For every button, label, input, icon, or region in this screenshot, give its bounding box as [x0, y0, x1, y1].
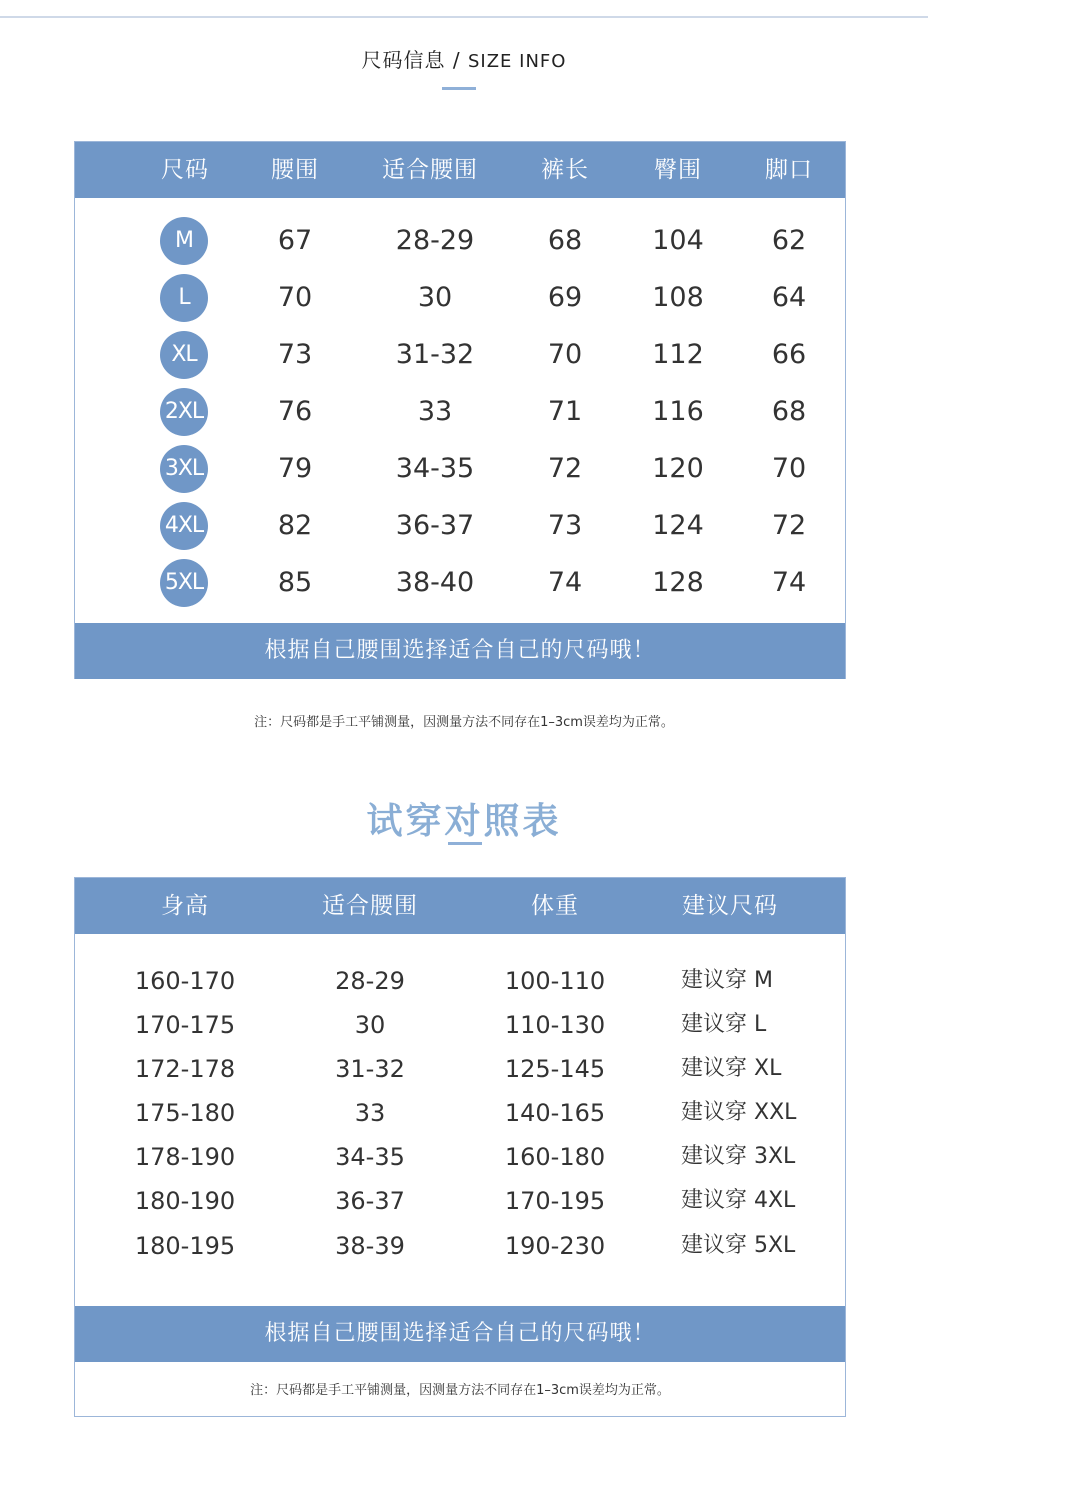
- fit-waist-cell: 34-35: [335, 1143, 405, 1171]
- height-cell: 180-195: [134, 1232, 236, 1260]
- header-hem: 脚口: [765, 157, 813, 183]
- hip-cell: 116: [652, 396, 704, 427]
- waist-cell: 82: [277, 510, 313, 541]
- size-info-title-sep: /: [445, 48, 468, 72]
- advice-cell: 建议穿 M: [681, 968, 773, 993]
- fit-waist-cell: 36-37: [335, 1187, 405, 1215]
- fit-waist-cell: 30: [417, 282, 453, 313]
- fit-waist-cell: 31-32: [395, 339, 475, 370]
- top-divider: [0, 16, 928, 18]
- size-badge: 4XL: [160, 502, 208, 550]
- fit-waist-cell: 38-40: [395, 567, 475, 598]
- header-hip: 臀围: [654, 157, 702, 183]
- hip-cell: 112: [652, 339, 704, 370]
- weight-cell: 125-145: [504, 1055, 606, 1083]
- advice-cell: 建议穿 5XL: [681, 1233, 796, 1258]
- advice-cell: 建议穿 XXL: [681, 1100, 797, 1125]
- waist-cell: 73: [277, 339, 313, 370]
- table-row: [75, 269, 845, 326]
- header-fit-waist: 适合腰围: [382, 157, 478, 183]
- table-row: [75, 497, 845, 554]
- hem-cell: 62: [771, 225, 807, 256]
- weight-cell: 100-110: [504, 967, 606, 995]
- waist-cell: 70: [277, 282, 313, 313]
- waist-cell: 76: [277, 396, 313, 427]
- size-badge: L: [160, 274, 208, 322]
- tryon-table-footer: 根据自己腰围选择适合自己的尺码哦！: [75, 1306, 845, 1362]
- height-cell: 170-175: [134, 1011, 236, 1039]
- hem-cell: 64: [771, 282, 807, 313]
- header-advice: 建议尺码: [682, 893, 778, 919]
- waist-cell: 79: [277, 453, 313, 484]
- fit-waist-cell: 36-37: [395, 510, 475, 541]
- hem-cell: 68: [771, 396, 807, 427]
- fit-waist-cell: 38-39: [335, 1232, 405, 1260]
- height-cell: 175-180: [134, 1099, 236, 1127]
- length-cell: 72: [547, 453, 583, 484]
- table-row: [75, 959, 845, 1003]
- advice-cell: 建议穿 4XL: [681, 1188, 796, 1213]
- table-row: [75, 1224, 845, 1268]
- size-badge: 2XL: [160, 388, 208, 436]
- length-cell: 74: [547, 567, 583, 598]
- tryon-table-header: [75, 878, 845, 934]
- height-cell: 160-170: [134, 967, 236, 995]
- tryon-title: 试穿对照表: [366, 801, 562, 842]
- hem-cell: 66: [771, 339, 807, 370]
- hip-cell: 124: [652, 510, 704, 541]
- size-badge: M: [160, 217, 208, 265]
- size-table-footer: 根据自己腰围选择适合自己的尺码哦！: [75, 623, 845, 679]
- tryon-table: [74, 877, 846, 1417]
- table-row: [75, 326, 845, 383]
- weight-cell: 140-165: [504, 1099, 606, 1127]
- hip-cell: 104: [652, 225, 704, 256]
- weight-cell: 170-195: [504, 1187, 606, 1215]
- title-underline: [442, 87, 476, 90]
- table-row: [75, 440, 845, 497]
- advice-cell: 建议穿 L: [681, 1012, 767, 1037]
- length-cell: 71: [547, 396, 583, 427]
- weight-cell: 110-130: [504, 1011, 606, 1039]
- header-length: 裤长: [541, 157, 589, 183]
- fit-waist-cell: 33: [417, 396, 453, 427]
- measurement-note: 注：尺码都是手工平铺测量，因测量方法不同存在1–3cm误差均为正常。: [254, 715, 674, 730]
- fit-waist-cell: 28-29: [335, 967, 405, 995]
- header-size: 尺码: [161, 157, 209, 183]
- fit-waist-cell: 33: [354, 1099, 386, 1127]
- measurement-note: 注：尺码都是手工平铺测量，因测量方法不同存在1–3cm误差均为正常。: [250, 1383, 670, 1398]
- header-height: 身高: [161, 893, 209, 919]
- hip-cell: 108: [652, 282, 704, 313]
- table-row: [75, 212, 845, 269]
- weight-cell: 160-180: [504, 1143, 606, 1171]
- waist-cell: 85: [277, 567, 313, 598]
- hem-cell: 70: [771, 453, 807, 484]
- advice-cell: 建议穿 3XL: [681, 1144, 796, 1169]
- length-cell: 68: [547, 225, 583, 256]
- table-row: [75, 1047, 845, 1091]
- fit-waist-cell: 34-35: [395, 453, 475, 484]
- length-cell: 73: [547, 510, 583, 541]
- length-cell: 70: [547, 339, 583, 370]
- header-fit-waist: 适合腰围: [322, 893, 418, 919]
- table-row: [75, 1003, 845, 1047]
- hem-cell: 72: [771, 510, 807, 541]
- size-table: [74, 141, 846, 679]
- hip-cell: 128: [652, 567, 704, 598]
- header-waist: 腰围: [271, 157, 319, 183]
- table-row: [75, 1091, 845, 1135]
- size-badge: 3XL: [160, 445, 208, 493]
- height-cell: 172-178: [134, 1055, 236, 1083]
- size-info-title-en: SIZE INFO: [467, 51, 567, 72]
- advice-cell: 建议穿 XL: [681, 1056, 782, 1081]
- fit-waist-cell: 30: [354, 1011, 386, 1039]
- header-weight: 体重: [531, 893, 579, 919]
- length-cell: 69: [547, 282, 583, 313]
- fit-waist-cell: 31-32: [335, 1055, 405, 1083]
- table-row: [75, 554, 845, 611]
- size-badge: XL: [160, 331, 208, 379]
- height-cell: 178-190: [134, 1143, 236, 1171]
- size-info-title: [0, 44, 928, 73]
- table-row: [75, 383, 845, 440]
- waist-cell: 67: [277, 225, 313, 256]
- table-row: [75, 1179, 845, 1223]
- title-underline: [448, 842, 482, 845]
- hip-cell: 120: [652, 453, 704, 484]
- size-table-header: [75, 142, 845, 198]
- table-row: [75, 1135, 845, 1179]
- size-info-title-cn: 尺码信息: [361, 48, 446, 72]
- hem-cell: 74: [771, 567, 807, 598]
- weight-cell: 190-230: [504, 1232, 606, 1260]
- height-cell: 180-190: [134, 1187, 236, 1215]
- fit-waist-cell: 28-29: [395, 225, 475, 256]
- size-badge: 5XL: [160, 559, 208, 607]
